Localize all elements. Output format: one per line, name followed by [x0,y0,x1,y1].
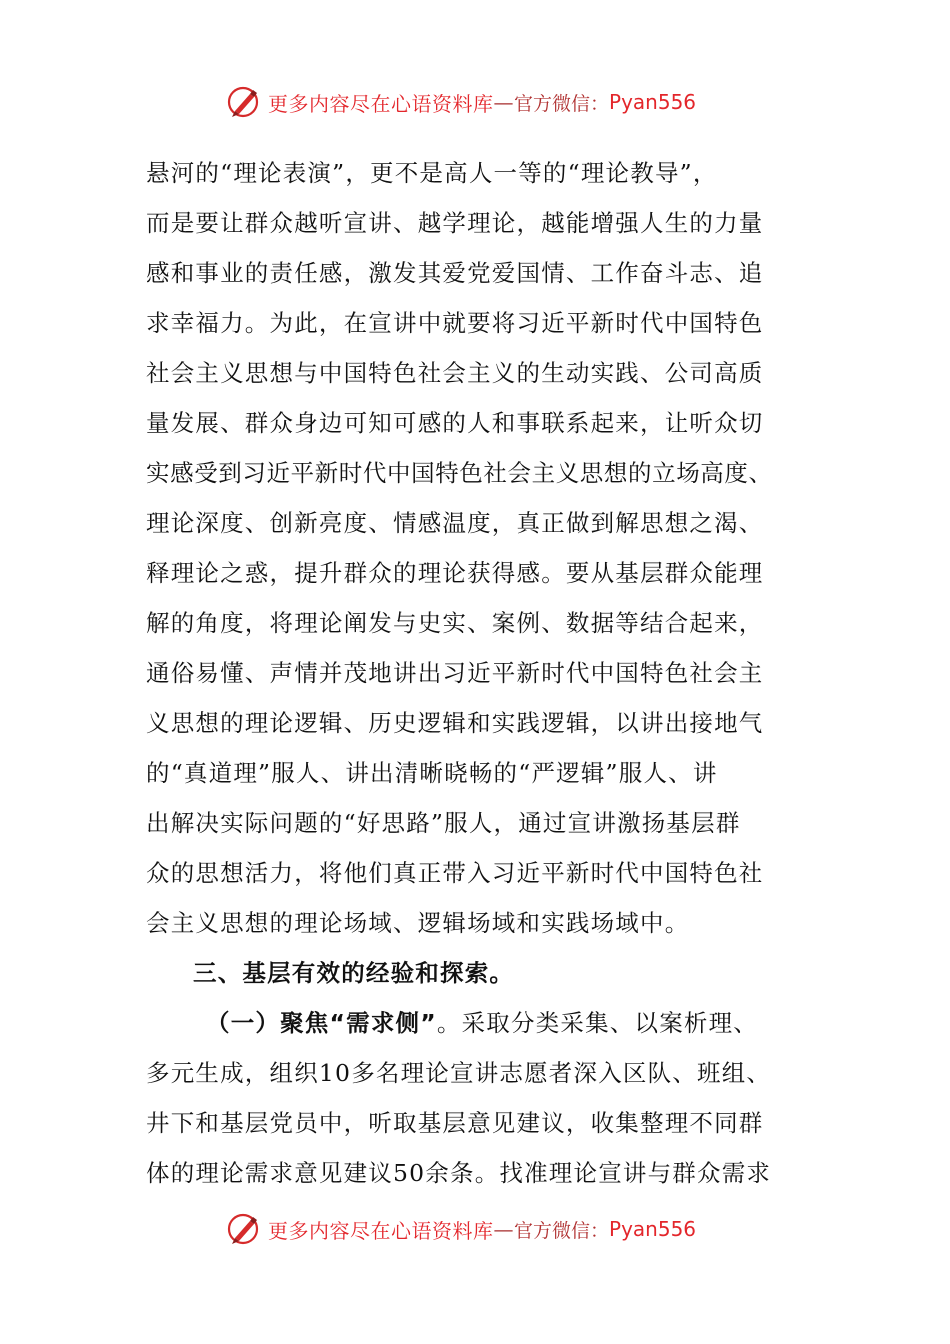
paragraph-line: 理论深度、创新亮度、情感温度，真正做到解思想之渴、 [146,509,764,537]
banner-text: 更多内容尽在心语资料库 [268,91,494,116]
paragraph-line: 而是要让群众越听宣讲、越学理论，越能增强人生的力量 [146,209,764,237]
banner-dash: — [493,1217,514,1241]
paragraph-line: 多元生成，组织10多名理论宣讲志愿者深入区队、班组、 [146,1059,772,1087]
paragraph-line: 体的理论需求意见建议50余条。找准理论宣讲与群众需求 [146,1159,772,1187]
section-heading: 三、基层有效的经验和探索。 [193,959,515,987]
paragraph-line: 的“真道理”服人、讲出清晰晓畅的“严逻辑”服人、讲 [146,759,718,787]
paragraph-line: 社会主义思想与中国特色社会主义的生动实践、公司高质 [146,359,764,387]
paragraph-line: 会主义思想的理论场域、逻辑场域和实践场域中。 [146,909,690,937]
paragraph-line: 井下和基层党员中，听取基层意见建议，收集整理不同群 [146,1109,764,1137]
paragraph-line: 悬河的“理论表演”，更不是高人一等的“理论教导”， [146,159,718,187]
paragraph-line: 出解决实际问题的“好思路”服人，通过宣讲激扬基层群 [146,809,741,837]
subsection-title: （一）聚焦“需求侧” [206,1009,437,1037]
paragraph-line: 解的角度，将理论阐发与史实、案例、数据等结合起来， [146,609,764,637]
banner-text: 更多内容尽在心语资料库 [268,1218,494,1243]
banner-wechat-label: 官方微信： [514,92,610,115]
footer-banner [226,1211,696,1247]
paragraph-line: 义思想的理论逻辑、历史逻辑和实践逻辑，以讲出接地气 [146,709,764,737]
paragraph-line: 量发展、群众身边可知可感的人和事联系起来，让听众切 [146,409,764,437]
paragraph-line: 感和事业的责任感，激发其爱党爱国情、工作奋斗志、追 [146,259,764,287]
subsection-line [146,998,806,1048]
banner-dash: — [493,90,514,114]
banner-wechat-label: 官方微信： [514,1219,610,1242]
pen-logo-icon [226,84,262,120]
paragraph-line: 通俗易懂、声情并茂地讲出习近平新时代中国特色社会主 [146,659,764,687]
banner-wechat-id: Pyan556 [609,90,697,114]
banner-wechat-id: Pyan556 [609,1217,697,1241]
header-banner [226,84,696,120]
paragraph-line: 释理论之惑，提升群众的理论获得感。要从基层群众能理 [146,559,764,587]
pen-logo-icon [226,1211,262,1247]
paragraph-line: 众的思想活力，将他们真正带入习近平新时代中国特色社 [146,859,764,887]
subsection-text: 。采取分类采集、以案析理、 [436,1009,758,1037]
document-body [146,148,806,1198]
paragraph-line: 求幸福力。为此，在宣讲中就要将习近平新时代中国特色 [146,309,764,337]
paragraph-line: 实感受到习近平新时代中国特色社会主义思想的立场高度、 [146,459,773,487]
